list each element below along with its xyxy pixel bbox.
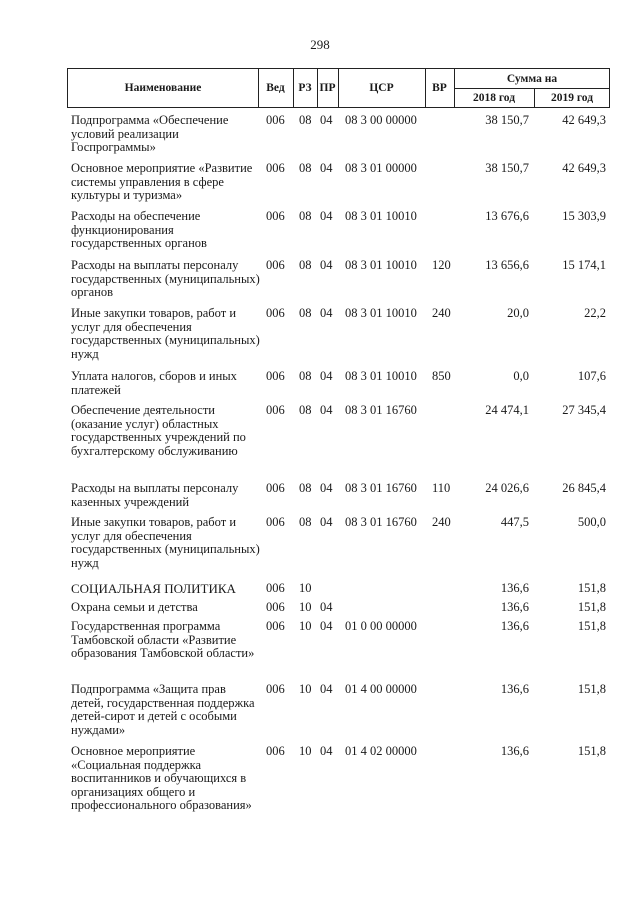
row-ved: 006 [266, 600, 285, 614]
row-rz: 10 [299, 744, 312, 758]
row-csr: 01 0 00 00000 [345, 619, 417, 633]
row-csr: 08 3 01 00000 [345, 161, 417, 175]
row-sum-2018: 136,6 [500, 619, 529, 633]
row-ved: 006 [266, 113, 285, 127]
row-name: Охрана семьи и детства [71, 600, 198, 614]
row-name: Расходы на обеспечение функционирования государственных органов [71, 209, 207, 251]
row-sum-2019: 151,8 [577, 581, 606, 595]
row-sum-2018: 13 656,6 [485, 258, 529, 272]
row-sum-2019: 26 845,4 [562, 481, 606, 495]
row-ved: 006 [266, 481, 285, 495]
row-ved: 006 [266, 744, 285, 758]
row-pr: 04 [320, 306, 333, 320]
header-ved: Вед [266, 82, 285, 94]
header-sum: Сумма на [506, 72, 558, 85]
row-csr: 08 3 01 16760 [345, 403, 417, 417]
row-ved: 006 [266, 369, 285, 383]
header-name: Наименование [124, 82, 202, 94]
header-csr: ЦСР [369, 82, 394, 94]
row-ved: 006 [266, 581, 285, 595]
row-pr: 04 [320, 161, 333, 175]
row-sum-2018: 136,6 [500, 682, 529, 696]
row-vr: 110 [432, 481, 451, 495]
row-rz: 08 [299, 113, 312, 127]
page-number: 298 [310, 37, 330, 52]
row-rz: 08 [299, 515, 312, 529]
row-sum-2018: 38 150,7 [485, 113, 529, 127]
row-pr: 04 [320, 258, 333, 272]
row-ved: 006 [266, 209, 285, 223]
row-pr: 04 [320, 515, 333, 529]
row-rz: 10 [299, 682, 312, 696]
row-vr: 850 [432, 369, 451, 383]
row-csr: 08 3 01 16760 [345, 481, 417, 495]
row-csr: 01 4 02 00000 [345, 744, 417, 758]
row-sum-2018: 20,0 [507, 306, 529, 320]
row-sum-2018: 136,6 [500, 581, 529, 595]
row-vr: 120 [432, 258, 451, 272]
row-csr: 08 3 01 10010 [345, 258, 417, 272]
row-pr: 04 [320, 403, 333, 417]
row-sum-2018: 38 150,7 [485, 161, 529, 175]
row-sum-2018: 24 474,1 [485, 403, 529, 417]
row-pr: 04 [320, 209, 333, 223]
header-2019: 2019 год [550, 91, 594, 104]
row-sum-2019: 151,8 [577, 600, 606, 614]
row-ved: 006 [266, 515, 285, 529]
header-2018: 2018 год [472, 91, 516, 104]
row-rz: 10 [299, 581, 312, 595]
row-name: Обеспечение деятельности (оказание услуг) областных государственных учреждений по бухгалтерскому обслуживанию [71, 403, 246, 458]
row-sum-2019: 500,0 [577, 515, 606, 529]
row-pr: 04 [320, 113, 333, 127]
row-name: Уплата налогов, сборов и иных платежей [71, 369, 237, 397]
row-sum-2019: 151,8 [577, 619, 606, 633]
row-name: Государственная программа Тамбовской области «Развитие образования Тамбовской области» [71, 619, 255, 661]
row-rz: 08 [299, 403, 312, 417]
row-sum-2019: 107,6 [577, 369, 606, 383]
row-csr: 01 4 00 00000 [345, 682, 417, 696]
row-pr: 04 [320, 682, 333, 696]
row-name: СОЦИАЛЬНАЯ ПОЛИТИКА [71, 581, 236, 596]
row-ved: 006 [266, 403, 285, 417]
row-vr: 240 [432, 306, 451, 320]
row-ved: 006 [266, 306, 285, 320]
row-sum-2018: 24 026,6 [485, 481, 529, 495]
row-pr: 04 [320, 600, 333, 614]
row-sum-2019: 42 649,3 [562, 113, 606, 127]
row-sum-2019: 15 303,9 [562, 209, 606, 223]
row-rz: 08 [299, 209, 312, 223]
row-ved: 006 [266, 619, 285, 633]
row-rz: 10 [299, 600, 312, 614]
row-rz: 08 [299, 258, 312, 272]
row-sum-2019: 22,2 [584, 306, 606, 320]
row-csr: 08 3 00 00000 [345, 113, 417, 127]
row-pr: 04 [320, 744, 333, 758]
row-name: Подпрограмма «Обеспечение условий реализации Госпрограммы» [71, 113, 229, 155]
header-vr: ВР [432, 82, 447, 94]
row-sum-2018: 0,0 [513, 369, 529, 383]
row-sum-2019: 151,8 [577, 682, 606, 696]
row-name: Расходы на выплаты персоналу казенных учреждений [71, 481, 239, 509]
row-sum-2019: 15 174,1 [562, 258, 606, 272]
row-name: Подпрограмма «Защита прав детей, государственная поддержка детей-сирот и детей с особыми нуждами» [71, 682, 255, 737]
row-pr: 04 [320, 619, 333, 633]
header-pr: ПР [319, 82, 336, 94]
header-rz: РЗ [298, 82, 312, 94]
row-sum-2019: 42 649,3 [562, 161, 606, 175]
row-ved: 006 [266, 682, 285, 696]
row-name: Основное мероприятие «Развитие системы управления в сфере культуры и туризма» [71, 161, 253, 203]
row-pr: 04 [320, 481, 333, 495]
table-header [67, 68, 610, 108]
row-name: Иные закупки товаров, работ и услуг для обеспечения государственных (муниципальных) нужд [71, 515, 260, 570]
row-ved: 006 [266, 258, 285, 272]
row-csr: 08 3 01 10010 [345, 209, 417, 223]
row-ved: 006 [266, 161, 285, 175]
row-sum-2019: 151,8 [577, 744, 606, 758]
row-csr: 08 3 01 16760 [345, 515, 417, 529]
row-pr: 04 [320, 369, 333, 383]
row-name: Иные закупки товаров, работ и услуг для обеспечения государственных (муниципальных) нужд [71, 306, 260, 361]
row-vr: 240 [432, 515, 451, 529]
row-sum-2018: 136,6 [500, 600, 529, 614]
row-rz: 10 [299, 619, 312, 633]
row-sum-2018: 447,5 [500, 515, 529, 529]
row-name: Расходы на выплаты персоналу государственных (муниципальных) органов [71, 258, 260, 300]
row-csr: 08 3 01 10010 [345, 306, 417, 320]
row-sum-2018: 13 676,6 [485, 209, 529, 223]
row-sum-2019: 27 345,4 [562, 403, 606, 417]
row-rz: 08 [299, 161, 312, 175]
row-name: Основное мероприятие «Социальная поддержка воспитанников и обучающихся в организациях общего и профессионального образования» [71, 744, 252, 813]
row-sum-2018: 136,6 [500, 744, 529, 758]
row-rz: 08 [299, 481, 312, 495]
row-rz: 08 [299, 369, 312, 383]
row-rz: 08 [299, 306, 312, 320]
row-csr: 08 3 01 10010 [345, 369, 417, 383]
